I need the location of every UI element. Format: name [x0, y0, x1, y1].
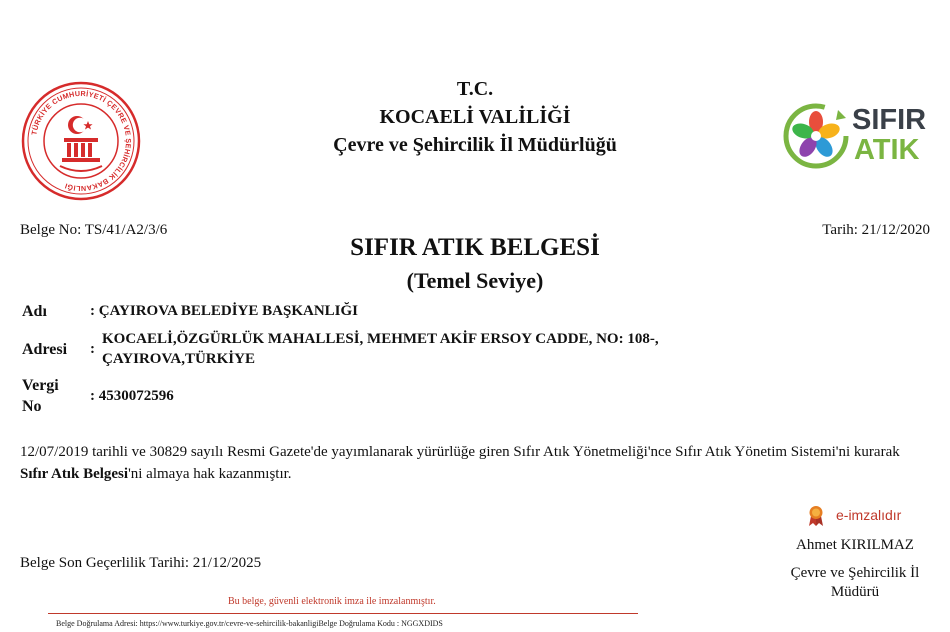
tax-label-line-2: No	[22, 398, 42, 415]
document-number-value: TS/41/A2/3/6	[84, 222, 168, 238]
logo-word-sifir: SIFIR	[852, 104, 927, 136]
document-number-label: Belge No:	[20, 222, 82, 238]
e-signature-badge	[808, 505, 948, 527]
statement-part-2: 'ni almaya hak kazanmıştır.	[128, 466, 292, 482]
seal-ring-text: TÜRKİYE CUMHURİYETİ ÇEVRE VE ŞEHİRCİLİK BAKANLIĞI	[29, 88, 134, 194]
e-signature-label: e-imzalıdır	[836, 507, 902, 523]
address-colon: :	[90, 341, 95, 357]
name-label: Adı	[22, 303, 47, 320]
address-line-2: ÇAYIROVA,TÜRKİYE	[102, 351, 255, 367]
certificate-level: (Temel Seviye)	[406, 268, 544, 293]
address-line-1: KOCAELİ,ÖZGÜRLÜK MAHALLESİ, MEHMET AKİF ERSOY CADDE, NO: 108-,	[102, 331, 659, 347]
signer-title-line-2: Müdürü	[830, 584, 880, 600]
name-value: : ÇAYIROVA BELEDİYE BAŞKANLIĞI	[90, 303, 358, 319]
tax-label-line-1: Vergi	[22, 377, 59, 394]
statement-part-1: 12/07/2019 tarihli ve 30829 sayılı Resmi Gazete'de yayımlanarak yürürlüğe giren Sıfır Atık Yönetmeliği'nce Sıfır Atık Yönetim Sistemi'ni kurarak	[20, 444, 900, 460]
e-signature-note: Bu belge, güvenli elektronik imza ile imzalanmıştır.	[228, 596, 436, 607]
header-tc: T.C.	[456, 78, 494, 100]
document-date-value: 21/12/2020	[861, 222, 930, 238]
zero-waste-logo	[782, 100, 932, 172]
signer-title-line-1: Çevre ve Şehircilik İl	[790, 565, 920, 581]
footer-divider	[48, 613, 638, 614]
signer-name: Ahmet KIRILMAZ	[796, 537, 914, 553]
document-date-label: Tarih:	[822, 222, 858, 238]
certificate-statement	[20, 441, 930, 485]
address-label: Adresi	[22, 341, 68, 358]
certificate-title: SIFIR ATIK BELGESİ	[350, 234, 600, 261]
verification-address: Belge Doğrulama Adresi: https://www.turkiye.gov.tr/cevre-ve-sehircilik-bakanligiBelge Doğrulama Kodu : NGGXDIDS	[56, 619, 443, 628]
header-governorship: KOCAELİ VALİLİĞİ	[379, 106, 571, 128]
logo-word-atik: ATIK	[854, 134, 920, 166]
validity-date: Belge Son Geçerlilik Tarihi: 21/12/2025	[20, 555, 262, 571]
award-ribbon-icon	[808, 505, 824, 527]
zero-waste-flower-icon	[782, 100, 850, 172]
statement-bold: Sıfır Atık Belgesi	[20, 466, 129, 482]
tax-number-value: : 4530072596	[90, 388, 174, 404]
header-directorate: Çevre ve Şehircilik İl Müdürlüğü	[333, 134, 617, 156]
